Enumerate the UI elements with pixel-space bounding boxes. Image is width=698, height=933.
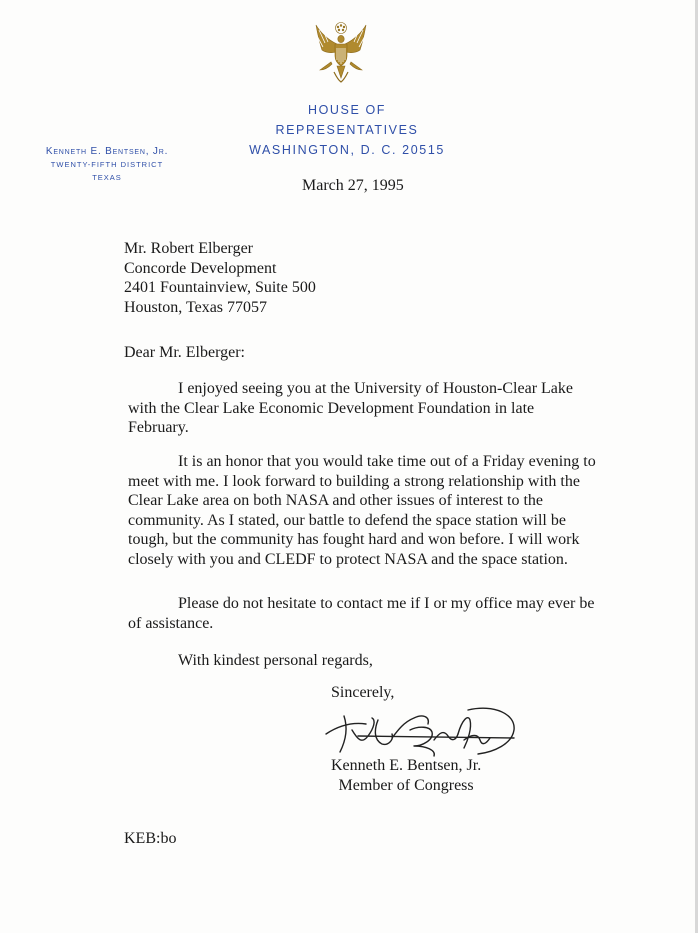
member-state: TEXAS <box>92 173 122 182</box>
typist-initials: KEB:bo <box>124 830 177 847</box>
salutation: Dear Mr. Elberger: <box>124 344 245 361</box>
letterhead-office <box>236 100 458 160</box>
body-paragraph: It is an honor that you would take time out of a Friday evening to meet with me. I look forward to building a strong relationship with the Clear Lake area on both NASA and other issues of interest to the community. As I stated, our battle to defend the space station will be tough, but the community has fought hard and won before. I will work closely with you and CLEDF to protect NASA and the space station. <box>128 453 596 568</box>
signer-title: Member of Congress <box>338 777 474 794</box>
body-paragraph: Please do not hesitate to contact me if I or my office may ever be of assistance. <box>128 595 595 632</box>
signer-block <box>331 756 481 796</box>
recipient-company: Concorde Development <box>124 259 277 277</box>
regards-line: With kindest personal regards, <box>178 652 373 669</box>
letter-date: March 27, 1995 <box>302 177 404 194</box>
recipient-address <box>124 239 316 317</box>
member-district: TWENTY-FIFTH DISTRICT <box>50 160 164 169</box>
signer-name: Kenneth E. Bentsen, Jr. <box>331 757 482 774</box>
recipient-street: 2401 Fountainview, Suite 500 <box>124 279 316 296</box>
member-name: Kenneth E. Bentsen, Jr. <box>45 146 169 157</box>
office-title: HOUSE OF REPRESENTATIVES <box>275 103 419 137</box>
letterhead-member <box>20 145 194 184</box>
eagle-seal-icon <box>308 22 374 88</box>
closing: Sincerely, <box>331 684 395 701</box>
recipient-name: Mr. Robert Elberger <box>124 240 254 257</box>
body-paragraph: I enjoyed seeing you at the University of Houston-Clear Lake with the Clear Lake Economic Development Foundation in late February. <box>128 380 573 436</box>
office-address: WASHINGTON, D. C. 20515 <box>249 143 445 157</box>
handwritten-signature <box>318 700 524 762</box>
recipient-city: Houston, Texas 77057 <box>124 298 268 316</box>
